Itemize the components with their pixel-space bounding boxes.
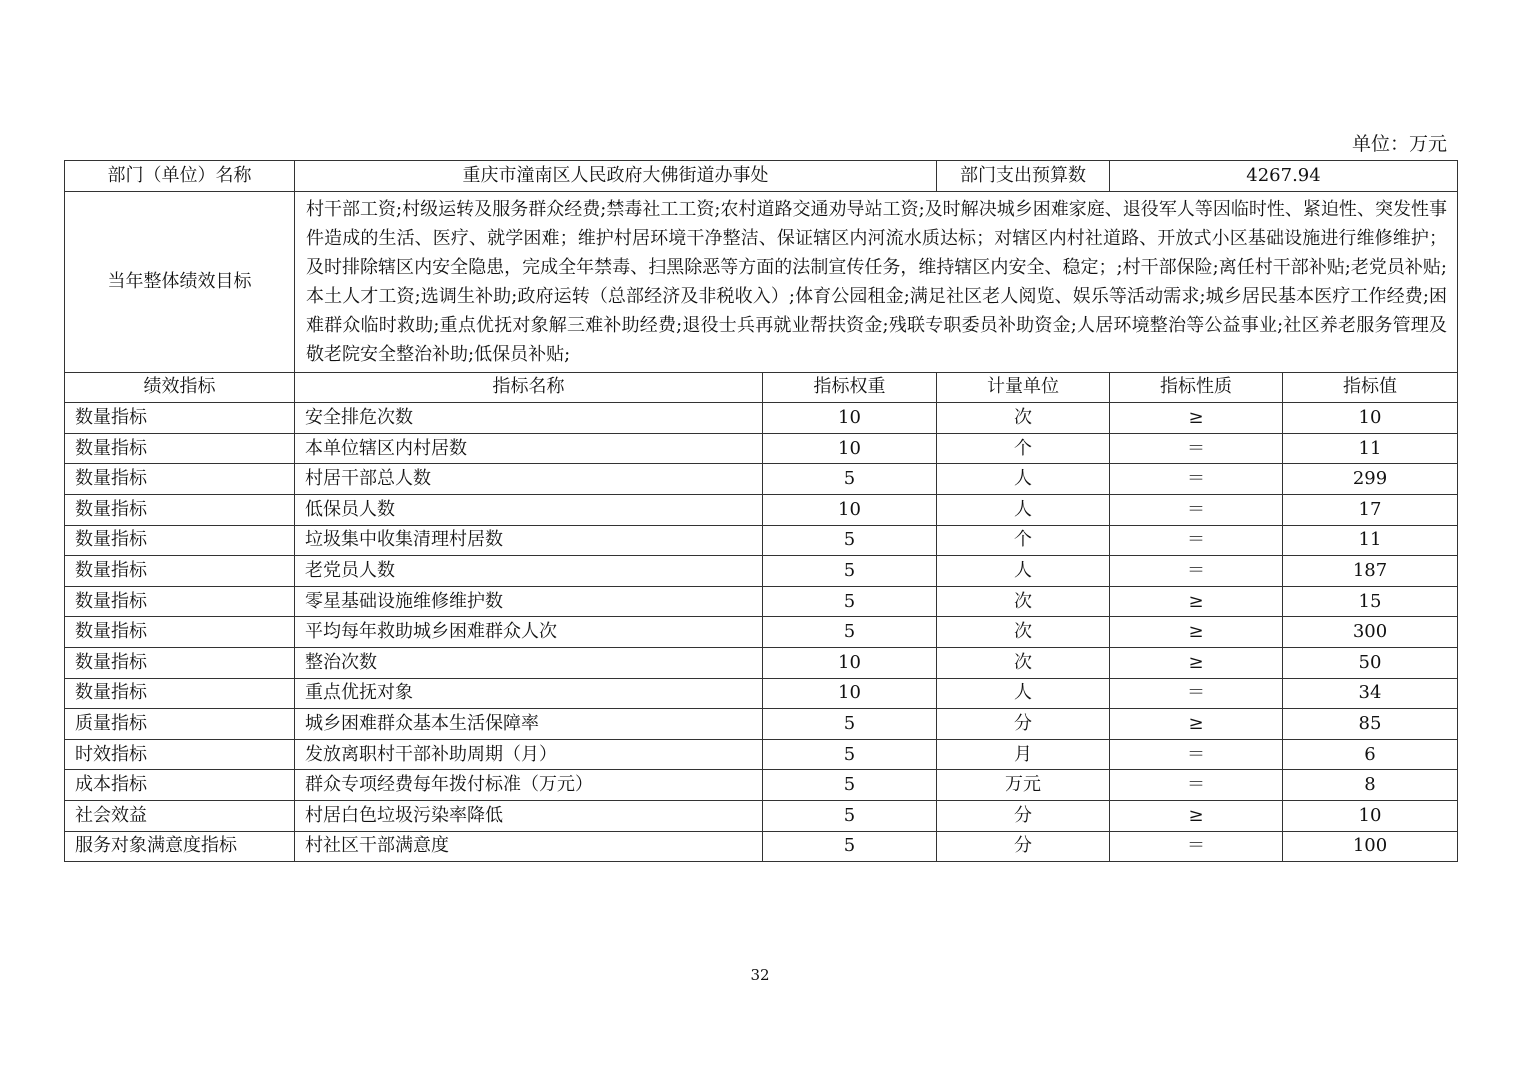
indicator-value: 34: [1283, 678, 1458, 709]
indicator-operator: ＝: [1110, 464, 1283, 495]
indicator-weight: 5: [763, 617, 937, 648]
goal-label: 当年整体绩效目标: [65, 191, 295, 372]
indicator-name: 零星基础设施维修维护数: [295, 586, 763, 617]
indicator-category: 质量指标: [65, 709, 295, 740]
indicator-category: 服务对象满意度指标: [65, 831, 295, 862]
unit-label: 单位：万元: [1351, 133, 1447, 155]
indicator-category: 成本指标: [65, 770, 295, 801]
indicator-weight: 5: [763, 525, 937, 556]
table-row: [65, 433, 1458, 464]
indicator-operator: ≥: [1110, 647, 1283, 678]
indicator-name: 安全排危次数: [295, 403, 763, 434]
indicator-operator: ＝: [1110, 831, 1283, 862]
table-row: [65, 617, 1458, 648]
dept-name-label: 部门（单位）名称: [65, 161, 295, 192]
indicator-operator: ＝: [1110, 739, 1283, 770]
indicator-name: 本单位辖区内村居数: [295, 433, 763, 464]
indicator-weight: 5: [763, 586, 937, 617]
indicator-value: 299: [1283, 464, 1458, 495]
indicator-operator: ≥: [1110, 709, 1283, 740]
table-row: [65, 525, 1458, 556]
indicator-category: 数量指标: [65, 617, 295, 648]
indicator-unit: 人: [937, 464, 1110, 495]
col-header: 计量单位: [937, 372, 1110, 403]
indicator-category: 数量指标: [65, 403, 295, 434]
indicator-name: 城乡困难群众基本生活保障率: [295, 709, 763, 740]
indicator-operator: ＝: [1110, 494, 1283, 525]
indicator-category: 时效指标: [65, 739, 295, 770]
indicator-operator: ＝: [1110, 433, 1283, 464]
indicator-value: 10: [1283, 403, 1458, 434]
indicator-name: 平均每年救助城乡困难群众人次: [295, 617, 763, 648]
indicator-value: 17: [1283, 494, 1458, 525]
indicator-operator: ＝: [1110, 556, 1283, 587]
table-row: [65, 709, 1458, 740]
indicator-value: 100: [1283, 831, 1458, 862]
indicator-operator: ＝: [1110, 770, 1283, 801]
col-header: 指标性质: [1110, 372, 1283, 403]
indicator-value: 50: [1283, 647, 1458, 678]
indicator-operator: ≥: [1110, 586, 1283, 617]
indicator-category: 数量指标: [65, 464, 295, 495]
indicator-unit: 分: [937, 709, 1110, 740]
goal-row: [65, 191, 1458, 372]
indicator-weight: 10: [763, 678, 937, 709]
indicator-name: 村居白色垃圾污染率降低: [295, 800, 763, 831]
indicator-weight: 10: [763, 494, 937, 525]
indicator-value: 85: [1283, 709, 1458, 740]
performance-table: [64, 160, 1458, 862]
indicator-weight: 5: [763, 464, 937, 495]
table-row: [65, 800, 1458, 831]
indicator-value: 11: [1283, 525, 1458, 556]
table-row: [65, 494, 1458, 525]
indicator-value: 11: [1283, 433, 1458, 464]
indicator-operator: ＝: [1110, 525, 1283, 556]
table-row: [65, 739, 1458, 770]
indicator-name: 重点优抚对象: [295, 678, 763, 709]
indicator-name: 低保员人数: [295, 494, 763, 525]
table-row: [65, 403, 1458, 434]
indicator-weight: 5: [763, 739, 937, 770]
indicator-category: 数量指标: [65, 525, 295, 556]
indicator-category: 数量指标: [65, 647, 295, 678]
indicator-weight: 10: [763, 403, 937, 434]
table-row: [65, 586, 1458, 617]
indicator-category: 数量指标: [65, 433, 295, 464]
col-header: 指标值: [1283, 372, 1458, 403]
indicator-unit: 分: [937, 800, 1110, 831]
indicator-name: 村居干部总人数: [295, 464, 763, 495]
budget-value: 4267.94: [1110, 161, 1458, 192]
indicator-unit: 次: [937, 586, 1110, 617]
col-header: 指标名称: [295, 372, 763, 403]
indicator-weight: 5: [763, 770, 937, 801]
indicator-weight: 5: [763, 800, 937, 831]
column-header-row: [65, 372, 1458, 403]
indicator-weight: 5: [763, 709, 937, 740]
indicator-unit: 分: [937, 831, 1110, 862]
dept-name-value: 重庆市潼南区人民政府大佛街道办事处: [295, 161, 937, 192]
indicator-value: 8: [1283, 770, 1458, 801]
indicator-name: 群众专项经费每年拨付标准（万元）: [295, 770, 763, 801]
indicator-unit: 月: [937, 739, 1110, 770]
indicator-value: 15: [1283, 586, 1458, 617]
indicator-unit: 次: [937, 403, 1110, 434]
table-row: [65, 678, 1458, 709]
col-header: 绩效指标: [65, 372, 295, 403]
indicator-unit: 人: [937, 678, 1110, 709]
budget-label: 部门支出预算数: [937, 161, 1110, 192]
indicator-unit: 次: [937, 647, 1110, 678]
table-row: [65, 647, 1458, 678]
indicator-value: 300: [1283, 617, 1458, 648]
indicator-unit: 万元: [937, 770, 1110, 801]
page-number: 32: [750, 966, 770, 984]
indicator-unit: 人: [937, 494, 1110, 525]
indicator-operator: ＝: [1110, 678, 1283, 709]
indicator-weight: 5: [763, 556, 937, 587]
indicator-unit: 个: [937, 433, 1110, 464]
goal-text: 村干部工资;村级运转及服务群众经费;禁毒社工工资;农村道路交通劝导站工资;及时解决城乡困难家庭、退役军人等因临时性、紧迫性、突发性事件造成的生活、医疗、就学困难；维护村居环境干净整洁、保证辖区内河流水质达标；对辖区内村社道路、开放式小区基础设施进行维修维护；及时排除辖区内安全隐患，完成全年禁毒、扫黑除恶等方面的法制宣传任务，维持辖区内安全、稳定；;村干部保险;离任村干部补贴;老党员补贴;本土人才工资;选调生补助;政府运转（总部经济及非税收入）;体育公园租金;满足社区老人阅览、娱乐等活动需求;城乡居民基本医疗工作经费;困难群众临时救助;重点优抚对象解三难补助经费;退役士兵再就业帮扶资金;残联专职委员补助资金;人居环境整治等公益事业;社区养老服务管理及敬老院安全整治补助;低保员补贴;: [295, 191, 1458, 372]
indicator-weight: 5: [763, 831, 937, 862]
indicator-category: 数量指标: [65, 556, 295, 587]
table-row: [65, 770, 1458, 801]
indicator-category: 数量指标: [65, 678, 295, 709]
indicator-category: 数量指标: [65, 494, 295, 525]
indicator-unit: 个: [937, 525, 1110, 556]
col-header: 指标权重: [763, 372, 937, 403]
indicator-name: 垃圾集中收集清理村居数: [295, 525, 763, 556]
indicator-operator: ≥: [1110, 800, 1283, 831]
indicator-name: 老党员人数: [295, 556, 763, 587]
indicator-weight: 10: [763, 647, 937, 678]
indicator-value: 187: [1283, 556, 1458, 587]
table-row: [65, 464, 1458, 495]
indicator-unit: 人: [937, 556, 1110, 587]
table-row: [65, 831, 1458, 862]
indicator-operator: ≥: [1110, 617, 1283, 648]
indicator-category: 社会效益: [65, 800, 295, 831]
indicator-value: 6: [1283, 739, 1458, 770]
indicator-weight: 10: [763, 433, 937, 464]
header-row: [65, 161, 1458, 192]
indicator-category: 数量指标: [65, 586, 295, 617]
indicator-name: 发放离职村干部补助周期（月）: [295, 739, 763, 770]
indicator-unit: 次: [937, 617, 1110, 648]
indicator-name: 整治次数: [295, 647, 763, 678]
table-row: [65, 556, 1458, 587]
indicator-value: 10: [1283, 800, 1458, 831]
indicator-operator: ≥: [1110, 403, 1283, 434]
indicator-name: 村社区干部满意度: [295, 831, 763, 862]
